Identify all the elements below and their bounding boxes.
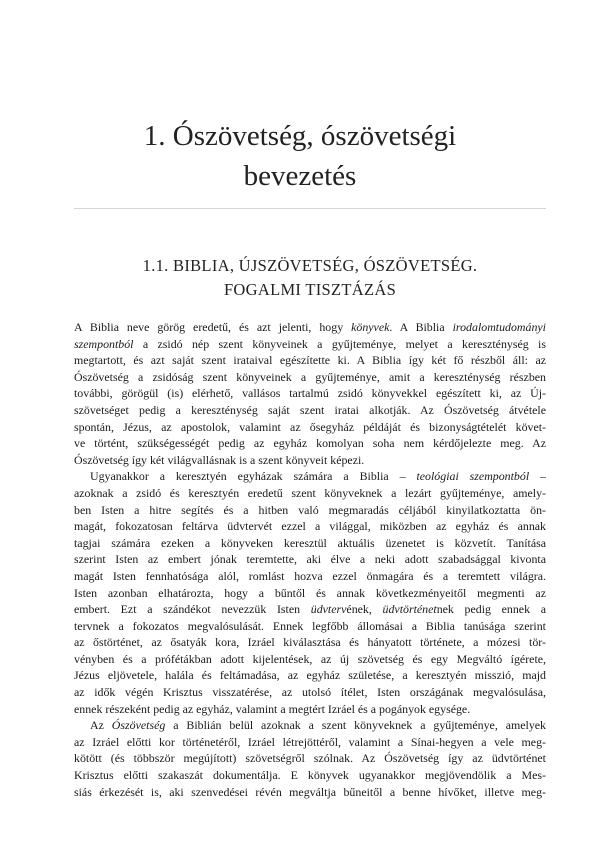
text-run: Jézus eljövetele, halála és feltámadása, az egyház születése, a keresztyén misszió, majd: [74, 668, 546, 683]
text-line: [74, 369, 546, 386]
text-line: [74, 767, 546, 784]
text-line: [74, 568, 546, 585]
text-line: [74, 336, 546, 353]
text-run: magát, fokozatosan feltárva üdvtervét ezzel a világgal, miközben az egyház és annak: [74, 519, 546, 534]
text-line: [74, 651, 546, 668]
text-line: [74, 352, 546, 369]
section-title-line-1: 1.1. BIBLIA, ÚJSZÖVETSÉG, ÓSZÖVETSÉG.: [142, 256, 478, 275]
text-run: megtartott, és azt saját szent irataival egészítette ki. A Biblia így két fő részből áll: az: [74, 353, 546, 368]
emphasis-term: Ószövetség: [111, 718, 166, 733]
text-line: [74, 535, 546, 552]
text-line: [74, 518, 546, 535]
text-run: Az: [90, 718, 112, 733]
text-run: tervnek a fokozatos megvalósulását. Ennek legfőbb állomásai a Biblia tanúsága szerint: [74, 618, 546, 633]
text-line: [74, 750, 546, 767]
text-run: a zsidó nép szent könyveinek a gyűjteménye, melyet a kereszténység is: [133, 336, 546, 351]
text-run: az őstörténet, az ősatyák kora, Izráel kiválasztása és hányatott története, a mózesi tör-: [74, 635, 546, 650]
text-run: Isten azonban elhatározta, hogy a bűntől és annak következményeitől megmenti az: [74, 585, 546, 600]
text-line: [74, 468, 546, 485]
text-run: további, görögül (is) elérhető, vallásos tartalmú zsidó könyvekkel egészített ki, az Új-: [74, 386, 546, 401]
text-run: Ugyanakkor a keresztyén egyházak számára a Biblia –: [90, 469, 417, 484]
emphasis-term: szempontból: [74, 336, 134, 351]
text-run: embert. Ezt a szándékot nevezzük Isten: [74, 602, 311, 617]
text-run: siás érkezését is, aki szenvedései révén megváltja bűneitől a benne hívőket, illetve meg-: [74, 784, 546, 799]
chapter-title: [60, 116, 540, 196]
emphasis-term: irodalomtudományi: [452, 320, 546, 334]
text-run: szerint Isten az embert jónak teremtette, aki élve a neki adott szabadsággal kivonta: [74, 552, 546, 567]
emphasis-term: üdvterv: [310, 602, 347, 617]
text-run: tagjai számára ezeken a könyveken keresztül aktuális üzenetet is közvetít. Tanítása: [74, 535, 546, 550]
text-line: [74, 734, 546, 751]
text-run: azoknak a zsidó és keresztyén eredetű szent könyveknek a lezárt gyűjteménye, amely-: [74, 485, 546, 500]
emphasis-term: teológiai szempontból: [416, 469, 530, 484]
text-run: ve történt, szükségességét pedig az egyház komolyan soha nem kérdőjelezte meg. Az: [74, 436, 546, 451]
chapter-title-divider: [74, 208, 546, 209]
text-run: ének,: [346, 602, 383, 617]
text-run: a Biblián belül azoknak a szent könyveknek a gyűjteménye, amelyek: [165, 718, 546, 733]
text-line: [74, 419, 546, 436]
text-line: [74, 585, 546, 602]
text-line: [74, 784, 546, 801]
emphasis-term: könyvek: [351, 320, 390, 334]
paragraph-1: [74, 319, 546, 468]
text-run: Krisztus előtti szakaszát dokumentálja. E könyvek ugyanakkor megjövendölik a Mes-: [74, 768, 546, 783]
text-line: [74, 485, 546, 502]
text-run: szövetséget pedig a kereszténység saját szent iratai alkotják. Az Ószövetség átvétele: [74, 402, 546, 417]
text-line: [74, 701, 546, 718]
text-line: [74, 452, 546, 469]
section-title: [74, 254, 546, 302]
text-run: az idők végén Krisztus visszatérése, az utolsó ítélet, Isten országának megvalósulása,: [74, 685, 546, 700]
section-title-line-2: FOGALMI TISZTÁZÁS: [223, 280, 397, 299]
paragraph-2: [74, 468, 546, 717]
text-line: [74, 618, 546, 635]
text-run: vényben és a prófétákban adott kijelentések, az új szövetség és egy Megváltó ígérete,: [74, 651, 546, 666]
text-run: Ószövetség így két világvallásnak is a szent könyveit képezi.: [74, 452, 365, 467]
text-line: [74, 502, 546, 519]
text-run: A Biblia neve görög eredetű, és azt jelenti, hogy: [74, 320, 352, 334]
text-line: [74, 634, 546, 651]
text-run: spontán, Jézus, az apostolok, valamint az ősegyház példáját és bizonyságtételét követ-: [74, 419, 546, 434]
text-run: . A Biblia: [389, 320, 453, 334]
text-line: [74, 684, 546, 701]
text-run: az Izráel előtti kor történetéről, Izráel létrejöttéről, valamint a Sínai-hegyen a vele meg-: [74, 734, 546, 749]
chapter-title-line-2: bevezetés: [243, 160, 357, 192]
paragraph-3: [74, 717, 546, 800]
text-run: ennek részeként pedig az egyház, valamint a megtért Izráel és a pogányok egysége.: [74, 701, 471, 716]
body-text: [74, 319, 546, 800]
text-line: [74, 385, 546, 402]
text-line: [74, 551, 546, 568]
text-run: nek pedig ennek a: [436, 602, 546, 617]
text-run: ben Isten a hitre segítés és a hitben való megmaradás céljából kinyilatkoztatta ön-: [74, 502, 546, 517]
text-line: [74, 717, 546, 734]
text-line: [74, 402, 546, 419]
text-line: [74, 319, 546, 336]
chapter-title-line-1: 1. Ószövetség, ószövetségi: [143, 120, 457, 152]
text-run: –: [529, 469, 546, 484]
emphasis-term: üdvtörténet: [382, 602, 437, 617]
text-run: kötött (és többször megújított) szövetségről szólnak. Az Ószövetség így az üdvtörténet: [74, 751, 546, 766]
text-line: [74, 601, 546, 618]
text-line: [74, 667, 546, 684]
text-run: magát Isten fennhatósága alól, romlást hozva ezzel önmagára és a teremtett világra.: [74, 568, 546, 583]
text-run: Ószövetség a zsidóság szent könyveinek a gyűjteménye, amit a kereszténység részben: [74, 369, 546, 384]
text-line: [74, 435, 546, 452]
